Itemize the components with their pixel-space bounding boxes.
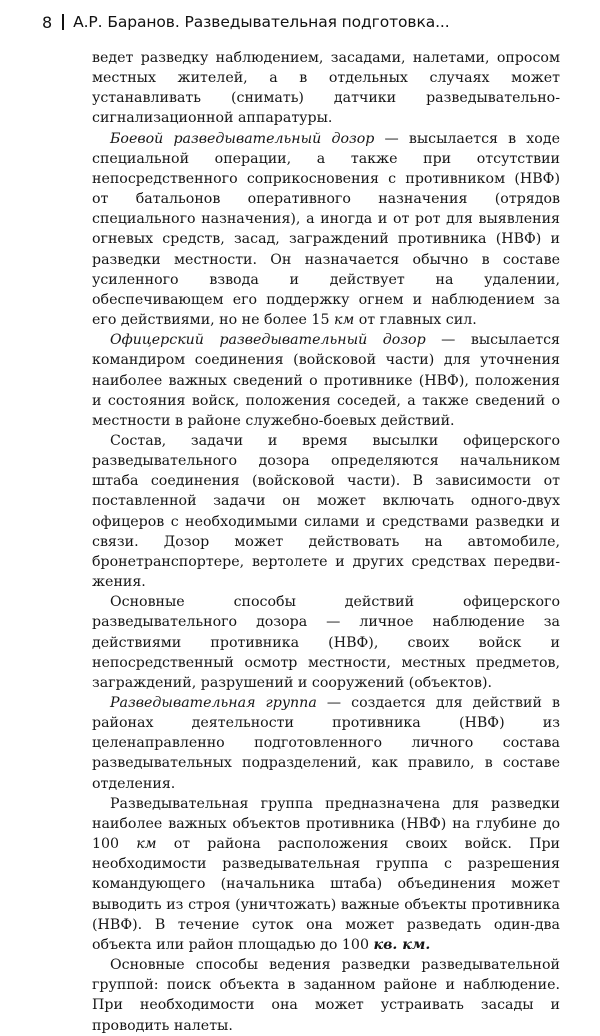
running-title: А.Р. Баранов. Разведывательная подготовка... [73,13,450,31]
term-boevoy-dozor: Боевой разведывательный дозор [110,130,375,147]
paragraph [92,48,560,129]
term-ofitserskiy-dozor: Офицерский разведывательный дозор [110,332,426,349]
paragraph-text: Основные способы действий офицерского разведывательного дозора — личное наблюдение за действиями противника (НВФ), своих войск и непосредственный осмотр местности, местных предметов, заграждений, разрушений и сооружений (объектов). [92,594,560,691]
paragraph [92,592,560,693]
paragraph-text: — создается для действий в районах деятельности противника (НВФ) из целенаправленно подготовленного личного состава разведывательных подразделений, как правило, в составе отделения. [92,695,560,792]
paragraph [92,693,560,794]
unit-km: км [136,836,157,853]
paragraph-text: — высылается в ходе специальной операции, а также при отсутствии непосредственного соприкосновения с противником (НВФ) от батальонов оперативного назначения (отрядов специального назначения), а иногда и от рот для выявления огневых средств, засад, заграждений противника (НВФ) и разведки местности. Он назначается обычно в составе усиленного взвода и действует на удалении, обеспечивающем его поддержку огнем и наблюдением за его действиями, но не более 15 [92,130,560,329]
paragraph [92,431,560,592]
body-text [92,48,560,1036]
term-razvedyvatelnaya-gruppa: Разведывательная группа [110,695,317,711]
paragraph-text: от главных сил. [354,312,477,329]
paragraph-text: Разведывательная группа предназначена для разведки наиболее важных объектов противника (НВФ) на глубине до 100 [92,795,560,853]
paragraph-text: — высылается командиром соединения (войсковой части) для уточнения наиболее важных сведений о противнике (НВФ), положения и состояния войск, положения соседей, а также сведений о местности в районе служебно-боевых действий. [92,332,561,429]
running-header [42,10,450,34]
unit-sq-km: кв. км. [373,936,431,953]
paragraph-text: от района расположения своих войск. При необходимости разведывательная группа с разрешения командующего (начальника штаба) объединения может выводить из строя (уничтожать) важные объекты противника (НВФ). В течение суток она может разведать один-два объекта или район площадью до 100 [92,836,561,953]
paragraph-text: ведет разведку наблюдением, засадами, налетами, опросом местных жителей, а в отдельных случаях может устанавливать (снимать) датчики разведывательно-сигнализационной аппаратуры. [92,50,560,127]
unit-km: км [334,312,355,329]
paragraph [92,330,560,431]
header-divider [62,14,64,30]
paragraph [92,129,560,331]
paragraph [92,955,560,1036]
paragraph-text: Основные способы ведения разведки разведывательной группой: поиск объекта в заданном районе и наблюдение. При необходимости она может устраивать засады и проводить налеты. [92,957,560,1034]
paragraph-text: Состав, задачи и время высылки офицерского разведывательного дозора определяются начальником штаба соединения (войсковой части). В зависимости от поставленной задачи он может включать одного-двух офицеров с необходимыми силами и средствами разведки и связи. Дозор может действовать на автомобиле, бронетранспортере, вертолете и других средствах передвижения. [92,432,560,591]
paragraph [92,794,560,955]
page-number: 8 [42,12,53,32]
